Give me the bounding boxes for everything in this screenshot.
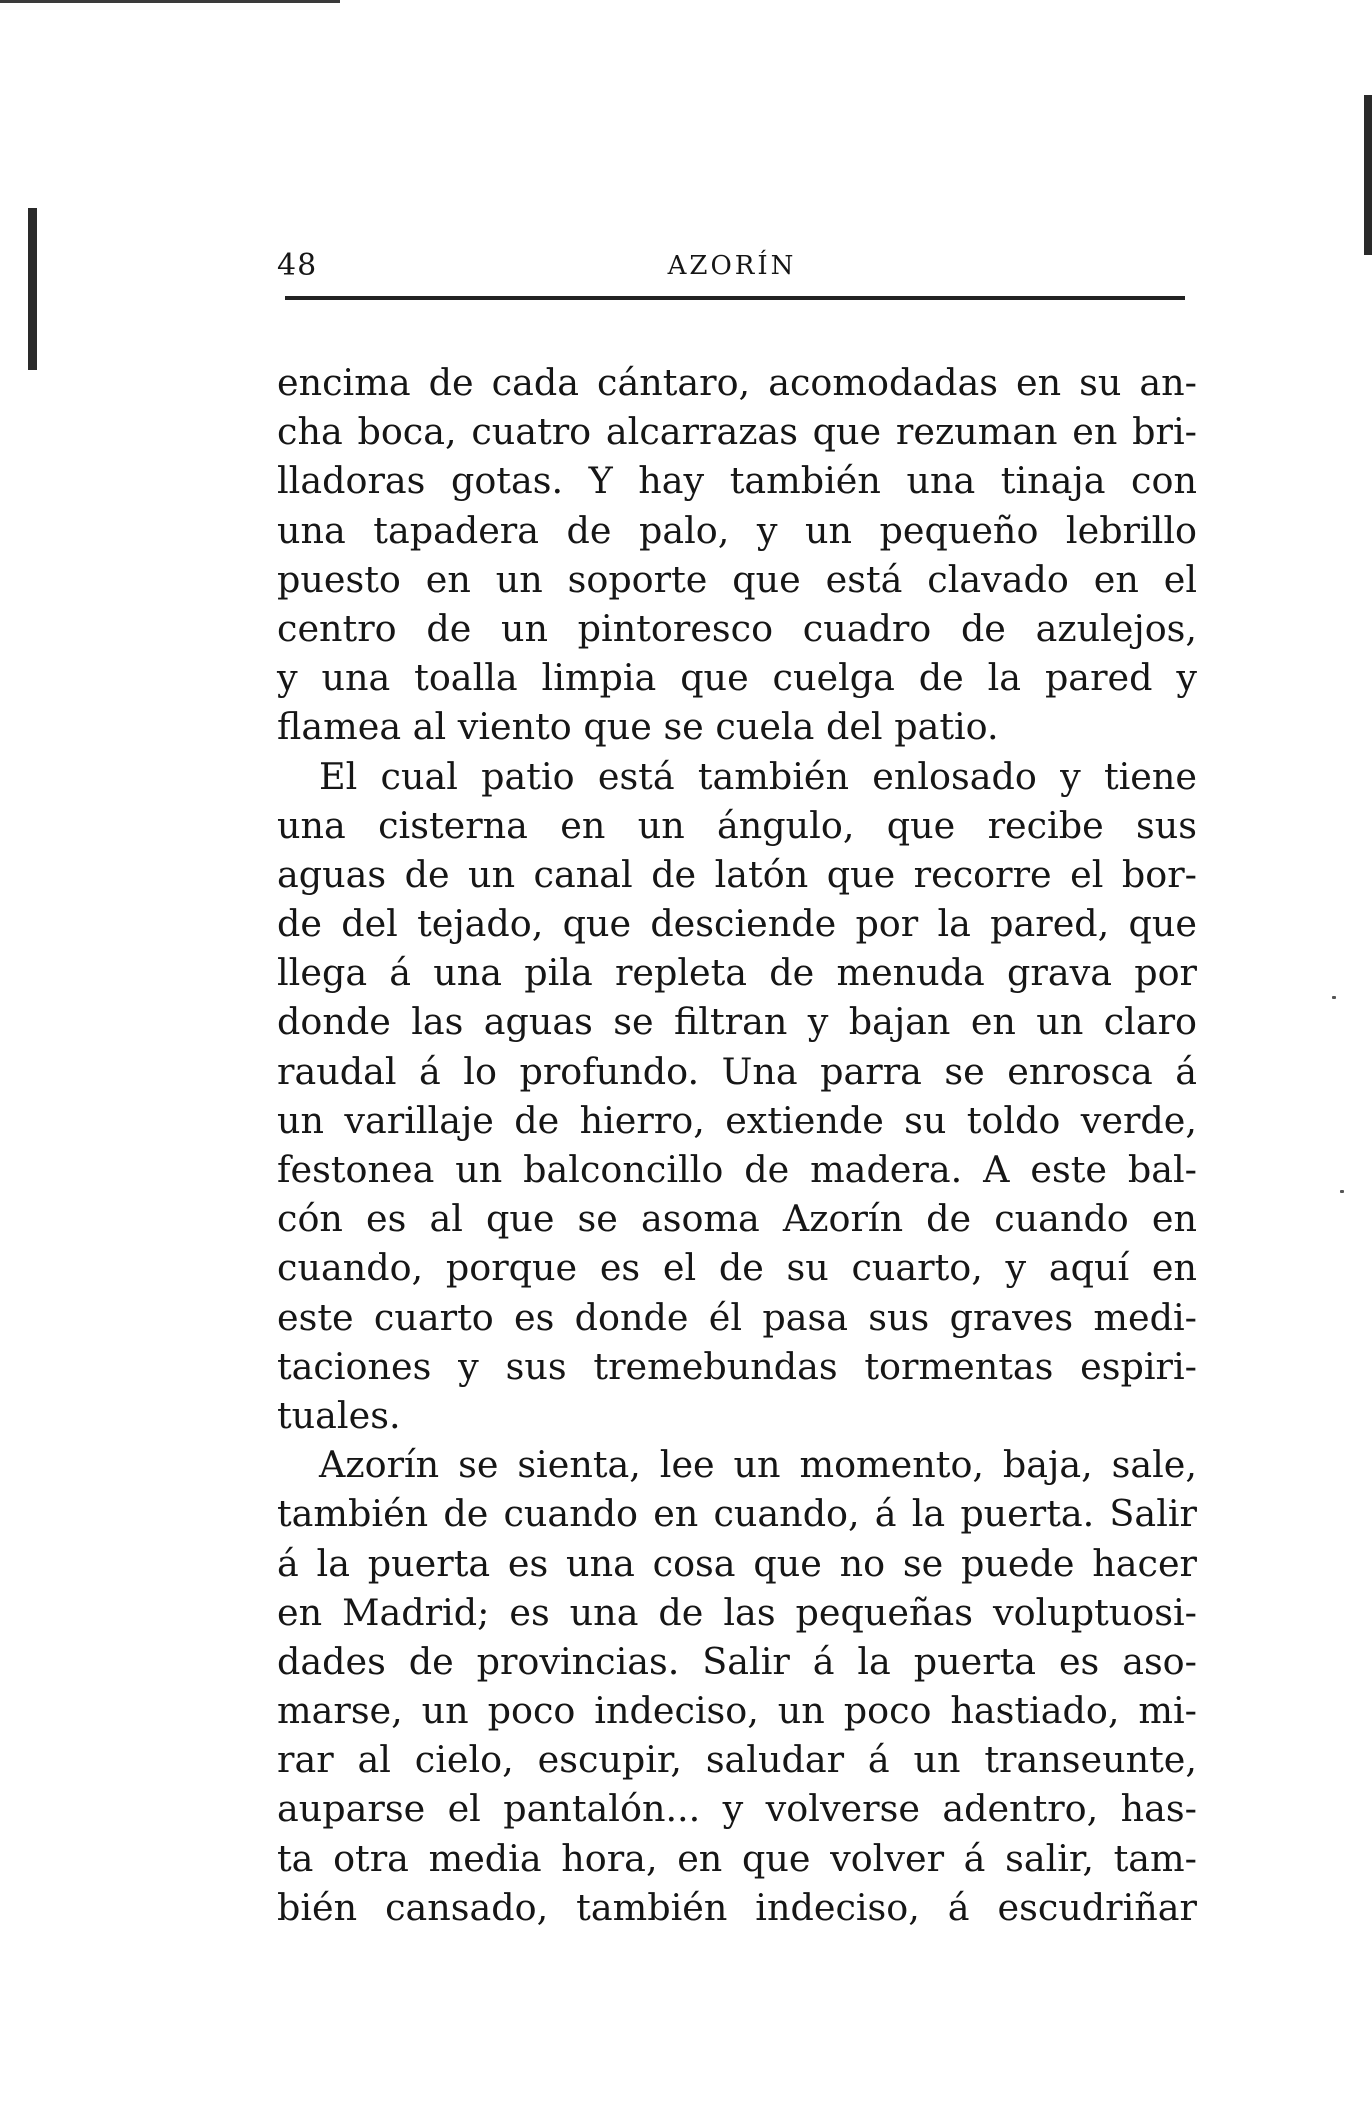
text-line: festonea un balconcillo de madera. A este bal- [277, 1148, 1197, 1191]
text-line: este cuarto es donde él pasa sus graves medi- [277, 1295, 1197, 1339]
text-line: flamea al viento que se cuela del patio. [277, 705, 999, 749]
page-header [277, 244, 1187, 288]
text-line: tuales. [277, 1393, 401, 1437]
text-line: cha boca, cuatro alcarrazas que rezuman en bri- [277, 410, 1197, 454]
scan-speck [1332, 996, 1336, 999]
text-line: una tapadera de palo, y un pequeño lebrillo [277, 508, 1197, 552]
text-line: cón es al que se asoma Azorín de cuando en [277, 1197, 1197, 1241]
text-line: El cual patio está también enlosado y tiene [319, 754, 1197, 798]
text-line: rar al cielo, escupir, saludar á un transeunte, [277, 1738, 1197, 1782]
text-line: de del tejado, que desciende por la pared, que [277, 902, 1197, 946]
text-line: aguas de un canal de latón que recorre el bor- [277, 852, 1197, 896]
text-line: ta otra media hora, en que volver á salir, tam- [277, 1836, 1197, 1880]
text-line: una cisterna en un ángulo, que recibe sus [277, 803, 1197, 847]
running-title: AZORÍN [667, 251, 797, 281]
text-line: marse, un poco indeciso, un poco hastiado, mi- [277, 1689, 1197, 1733]
text-line: donde las aguas se filtran y bajan en un claro [277, 1000, 1197, 1044]
body-text [277, 358, 1197, 1932]
text-line: puesto en un soporte que está clavado en el [277, 557, 1197, 601]
text-line: centro de un pintoresco cuadro de azulejos, [277, 606, 1197, 650]
text-line: dades de provincias. Salir á la puerta es aso- [277, 1639, 1197, 1683]
text-line: raudal á lo profundo. Una parra se enrosca á [277, 1049, 1197, 1093]
scan-right-margin-mark [1364, 95, 1372, 255]
text-line: á la puerta es una cosa que no se puede hacer [277, 1541, 1197, 1585]
text-line: Azorín se sienta, lee un momento, baja, sale, [319, 1443, 1197, 1487]
text-line: taciones y sus tremebundas tormentas espiri- [277, 1344, 1197, 1388]
text-line: cuando, porque es el de su cuarto, y aquí en [277, 1246, 1197, 1290]
page-number: 48 [277, 248, 318, 283]
header-rule [285, 296, 1185, 300]
scan-top-edge [0, 0, 340, 3]
scan-left-margin-mark [28, 208, 37, 370]
text-line: un varillaje de hierro, extiende su toldo verde, [277, 1098, 1197, 1142]
text-line: encima de cada cántaro, acomodadas en su an- [277, 361, 1197, 404]
text-line: auparse el pantalón... y volverse adentro, has- [277, 1787, 1197, 1831]
text-line: lladoras gotas. Y hay también una tinaja con [277, 459, 1197, 503]
scan-speck [1340, 1190, 1344, 1193]
text-line: y una toalla limpia que cuelga de la pared y [277, 656, 1197, 700]
text-line: bién cansado, también indeciso, á escudriñar [277, 1885, 1197, 1929]
text-line: también de cuando en cuando, á la puerta. Salir [277, 1492, 1197, 1536]
text-line: en Madrid; es una de las pequeñas voluptuosi- [277, 1590, 1197, 1634]
text-line: llega á una pila repleta de menuda grava por [277, 951, 1197, 995]
